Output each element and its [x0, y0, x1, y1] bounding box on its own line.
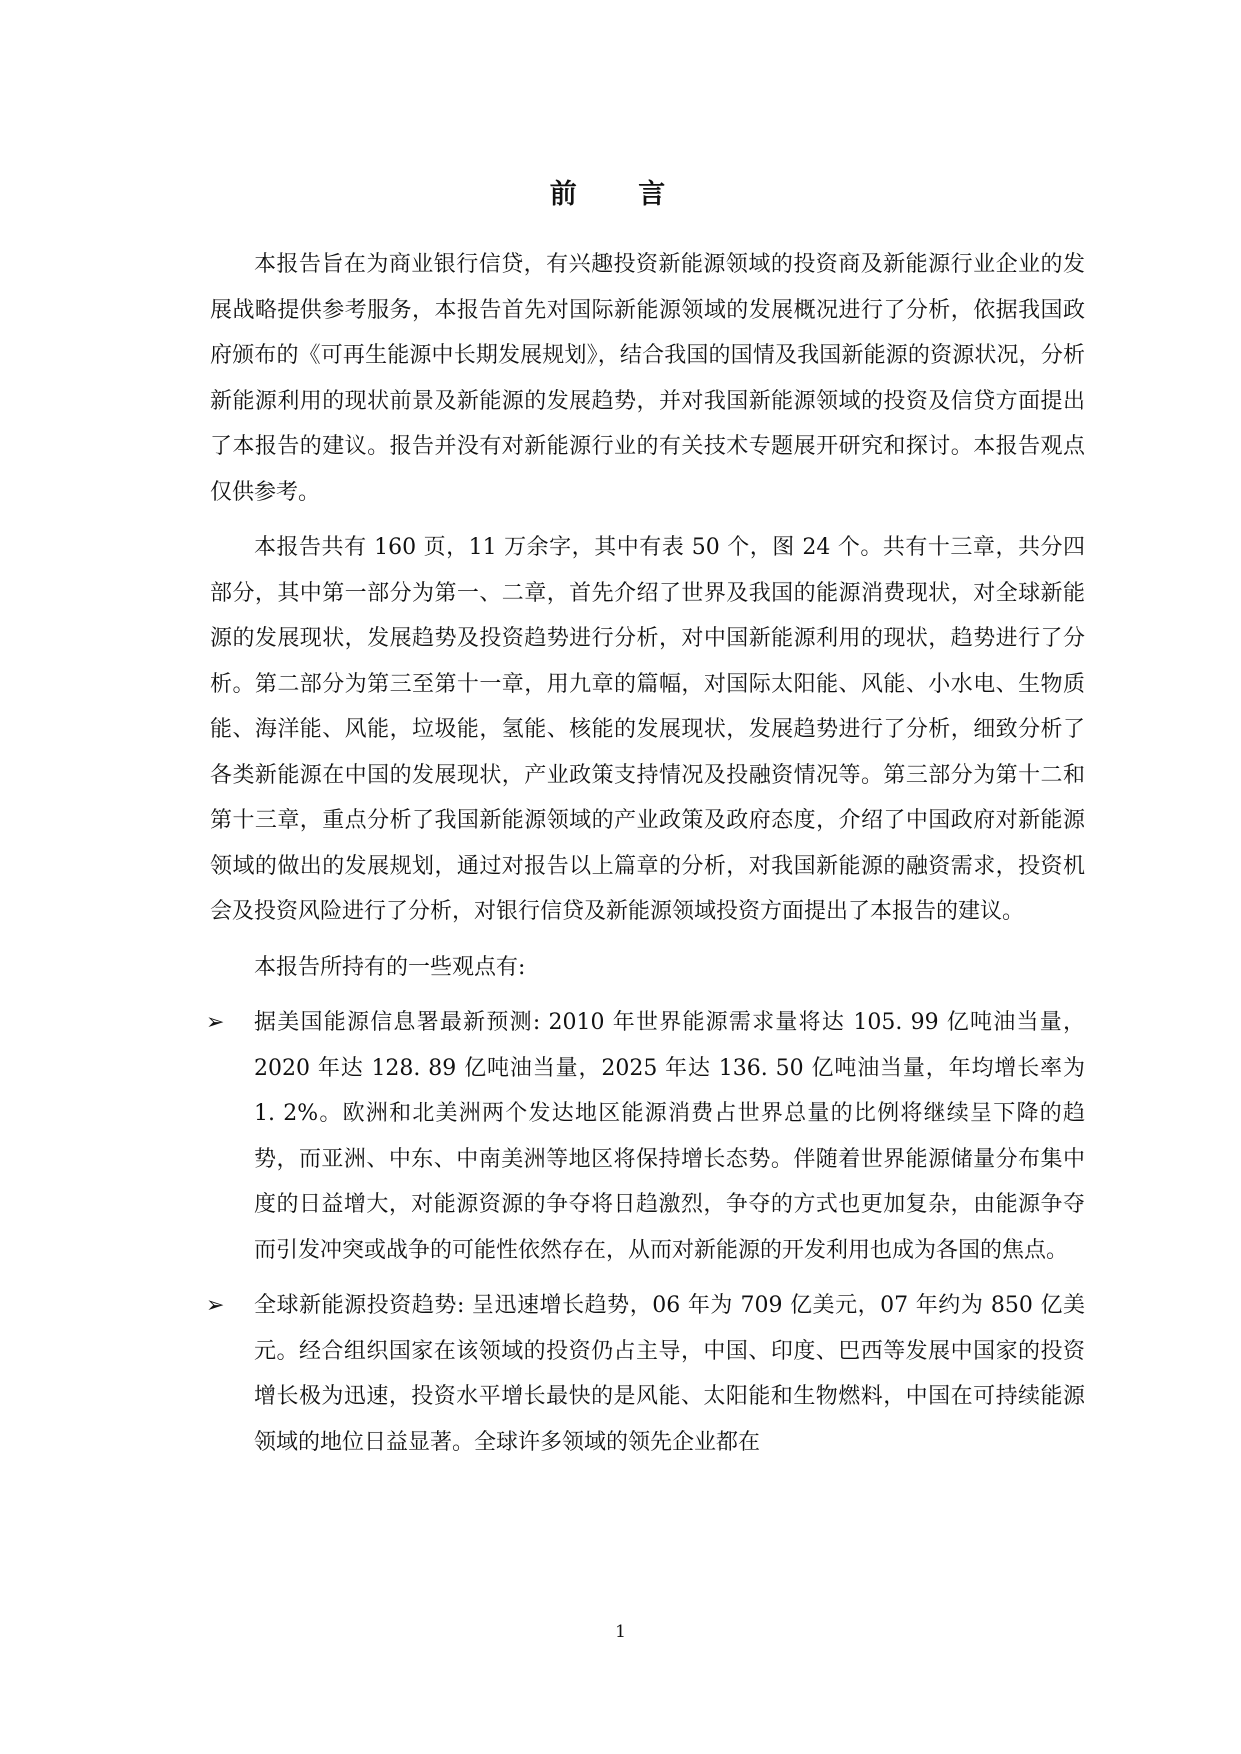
paragraph-intro: 本报告旨在为商业银行信贷，有兴趣投资新能源领域的投资商及新能源行业企业的发展战略提供参考服务，本报告首先对国际新能源领域的发展概况进行了分析，依据我国政府颁布的《可再生能源中长期发展规划》，结合我国的国情及我国新能源的资源状况，分析新能源利用的现状前景及新能源的发展趋势，并对我国新能源领域的投资及信贷方面提出了本报告的建议。报告并没有对新能源行业的有关技术专题展开研究和探讨。本报告观点仅供参考。	[210, 252, 1085, 505]
document-body	[206, 242, 1085, 1475]
paragraph-views-intro: 本报告所持有的一些观点有:	[254, 954, 526, 980]
bullet-text: 全球新能源投资趋势: 呈迅速增长趋势，06 年为 709 亿美元，07 年约为 850 亿美元。经合组织国家在该领域的投资仍占主导，中国、印度、巴西等发展中国家的投资增长极为迅速，投资水平增长最快的是风能、太阳能和生物燃料，中国在可持续能源领域的地位日益显著。全球许多领域的领先企业都在	[254, 1293, 1085, 1455]
page-title: 前 言	[549, 179, 692, 210]
paragraph-structure: 本报告共有 160 页，11 万余字，其中有表 50 个，图 24 个。共有十三章，共分四部分，其中第一部分为第一、二章，首先介绍了世界及我国的能源消费现状，对全球新能源的发展现状，发展趋势及投资趋势进行分析，对中国新能源利用的现状，趋势进行了分析。第二部分为第三至第十一章，用九章的篇幅，对国际太阳能、风能、小水电、生物质能、海洋能、风能，垃圾能，氢能、核能的发展现状，发展趋势进行了分析，细致分析了各类新能源在中国的发展现状，产业政策支持情况及投融资情况等。第三部分为第十二和第十三章，重点分析了我国新能源领域的产业政策及政府态度，介绍了中国政府对新能源领域的做出的发展规划，通过对报告以上篇章的分析，对我国新能源的融资需求，投资机会及投资风险进行了分析，对银行信贷及新能源领域投资方面提出了本报告的建议。	[210, 535, 1085, 924]
bullet-item	[206, 1283, 1085, 1465]
arrow-bullet-icon: ➢	[206, 1293, 225, 1318]
arrow-bullet-icon: ➢	[206, 1010, 225, 1035]
bullet-text: 据美国能源信息署最新预测: 2010 年世界能源需求量将达 105. 99 亿吨油当量，2020 年达 128. 89 亿吨油当量，2025 年达 136. 50 亿吨油当量，年均增长率为 1. 2%。欧洲和北美洲两个发达地区能源消费占世界总量的比例将继续呈下降的趋势，而亚洲、中东、中南美洲等地区将保持增长态势。伴随着世界能源储量分布集中度的日益增大，对能源资源的争夺将日趋激烈，争夺的方式也更加复杂，由能源争夺而引发冲突或战争的可能性依然存在，从而对新能源的开发利用也成为各国的焦点。	[254, 1010, 1085, 1263]
page-number: 1	[615, 1622, 626, 1642]
bullet-item	[206, 1000, 1085, 1273]
